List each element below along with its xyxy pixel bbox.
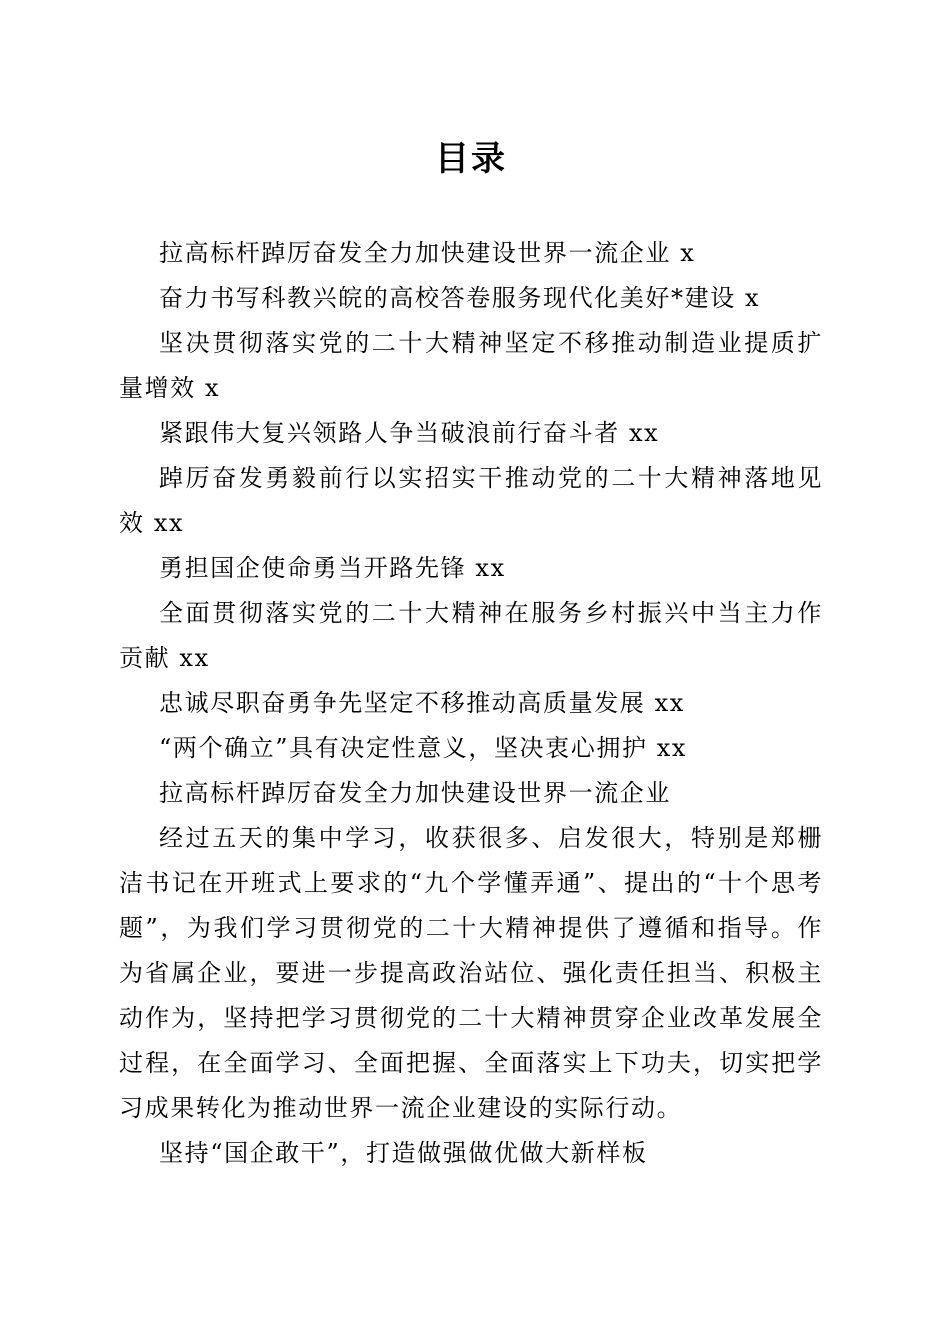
body-paragraph: 经过五天的集中学习，收获很多、启发很大，特别是郑栅洁书记在开班式上要求的“九个学懂弄通”、提出的“十个思考题”，为我们学习贯彻党的二十大精神提供了遵循和指导。作为省属企业，要进一步提高政治站位、强化责任担当、积极主动作为，坚持把学习贯彻党的二十大精神贯穿企业改革发展全过程，在全面学习、全面把握、全面落实上下功夫，切实把学习成果转化为推动世界一流企业建设的实际行动。 — [119, 824, 823, 1122]
page-title: 目录 — [435, 139, 507, 179]
toc-entry-9: “两个确立”具有决定性意义，坚决衷心拥护 xx — [159, 734, 688, 762]
toc-entry-8: 忠诚尽职奋勇争先坚定不移推动高质量发展 xx — [159, 689, 685, 717]
section-heading: 拉高标杆踔厉奋发全力加快建设世界一流企业 — [159, 779, 671, 807]
toc-entry-3: 坚决贯彻落实党的二十大精神坚定不移推动制造业提质扩量增效 x — [119, 329, 823, 402]
toc-entry-5: 踔厉奋发勇毅前行以实招实干推动党的二十大精神落地见效 xx — [119, 464, 823, 537]
toc-entry-1: 拉高标杆踔厉奋发全力加快建设世界一流企业 x — [159, 239, 696, 267]
toc-entry-2: 奋力书写科教兴皖的高校答卷服务现代化美好*建设 x — [159, 284, 761, 312]
sub-heading: 坚持“国企敢干”，打造做强做优做大新样板 — [159, 1139, 648, 1167]
toc-entry-6: 勇担国企使命勇当开路先锋 xx — [159, 554, 506, 582]
toc-entry-4: 紧跟伟大复兴领路人争当破浪前行奋斗者 xx — [159, 419, 660, 447]
toc-entry-7: 全面贯彻落实党的二十大精神在服务乡村振兴中当主力作贡献 xx — [119, 599, 823, 672]
document-body — [119, 231, 823, 1176]
